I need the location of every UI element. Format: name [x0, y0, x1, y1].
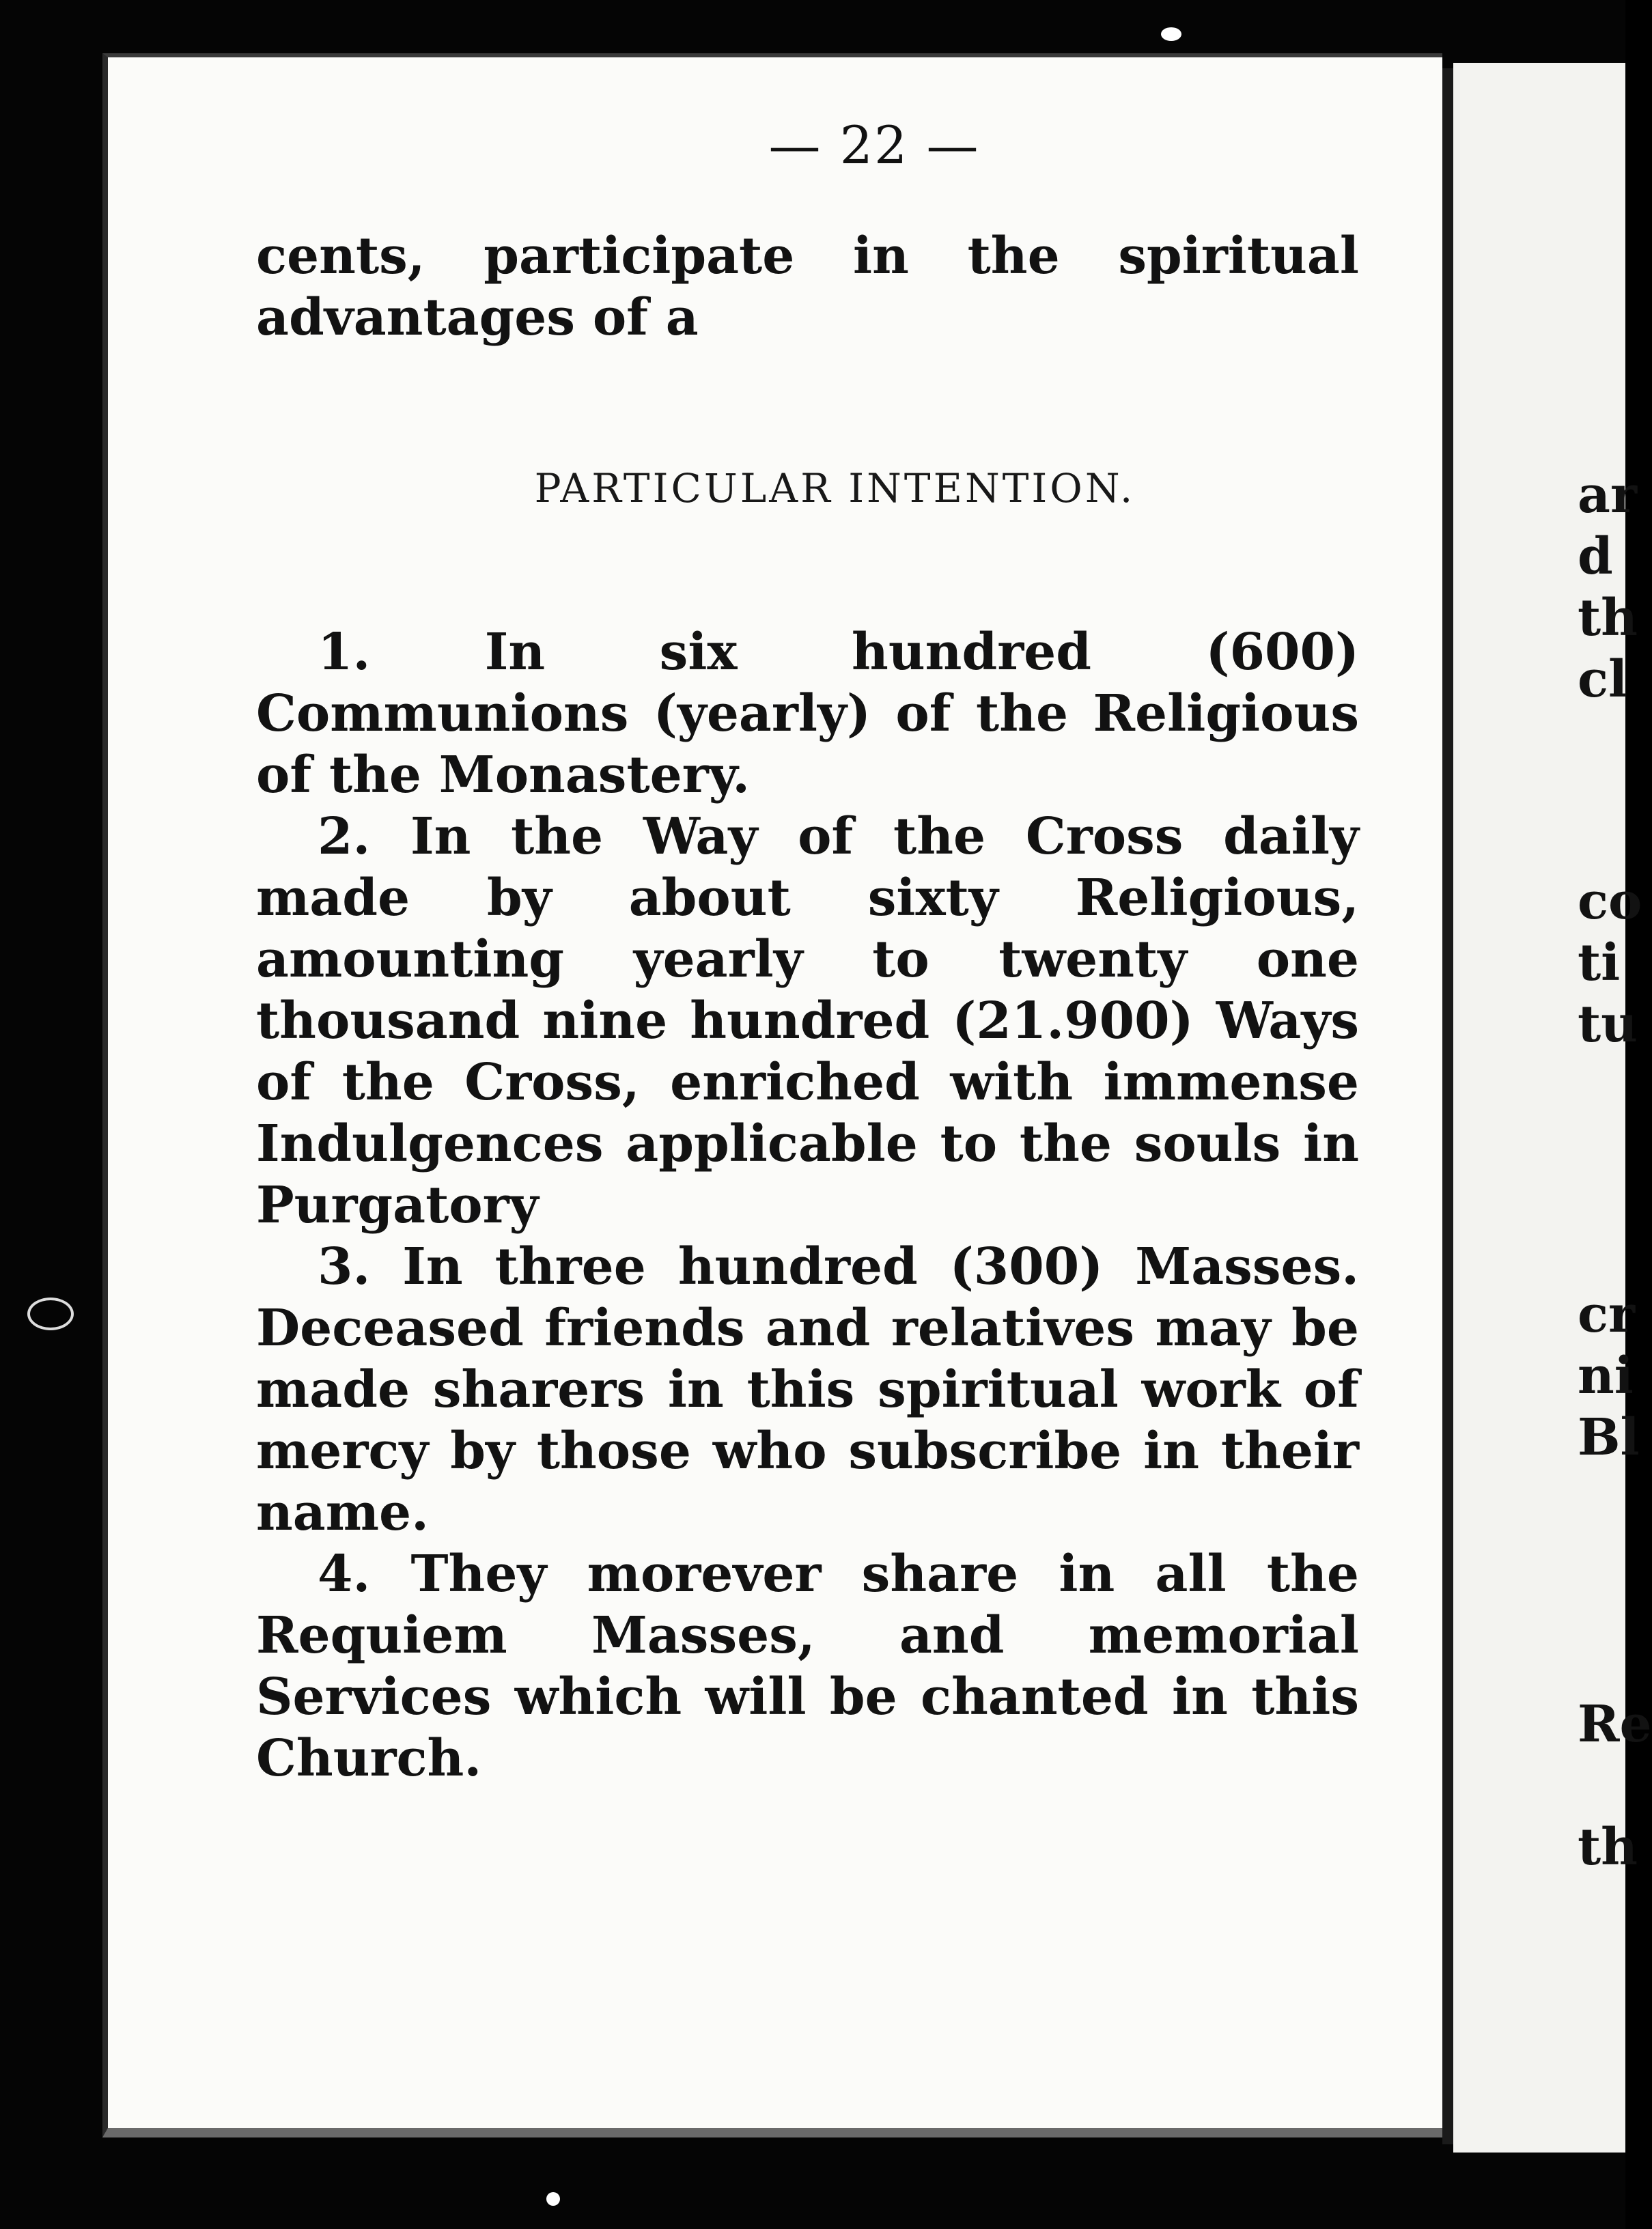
- next-page-fragment: Bl: [1578, 1408, 1640, 1467]
- next-page-fragment: ni: [1578, 1347, 1634, 1405]
- next-page-fragment: cl: [1578, 650, 1628, 709]
- next-page-fragment: cr: [1578, 1285, 1636, 1344]
- next-page-fragment: ar: [1578, 466, 1637, 524]
- next-page-fragment: ti: [1578, 934, 1621, 992]
- page-number: — 22 —: [768, 115, 980, 176]
- intention-item-4: 4. They morever share in all the Requiem Masses, and memorial Services which will be chanted in this Church.: [256, 1545, 1359, 1788]
- dust-speck: [1161, 27, 1181, 41]
- intro-paragraph: cents, participate in the spiritual advantages of a: [256, 227, 1359, 347]
- next-page-fragment: Re: [1578, 1695, 1652, 1754]
- next-page-fragment: th: [1578, 1818, 1638, 1877]
- intention-item-2: 2. In the Way of the Cross daily made by about sixty Religious, amounting yearly to twenty one thousand nine hundred (21.900) Ways of the Cross, enriched with immense Indulgences applicable to the souls in Purgatory: [256, 807, 1359, 1235]
- dust-speck: [546, 2192, 560, 2206]
- next-page-fragment: co: [1578, 872, 1642, 931]
- section-heading: PARTICULAR INTENTION.: [534, 465, 1136, 511]
- intention-item-1: 1. In six hundred (600) Communions (yearly) of the Religious of the Monastery.: [256, 623, 1359, 804]
- dust-speck: [27, 1298, 74, 1330]
- page-body: [256, 225, 1359, 1789]
- next-page-fragment: d: [1578, 527, 1613, 586]
- book-gutter: [1442, 68, 1453, 2144]
- intention-item-3: 3. In three hundred (300) Masses. Deceased friends and relatives may be made sharers in this spiritual work of mercy by those who subscribe in their name.: [256, 1237, 1359, 1542]
- next-page-fragment: th: [1578, 589, 1638, 647]
- next-page-fragment: tu: [1578, 995, 1638, 1054]
